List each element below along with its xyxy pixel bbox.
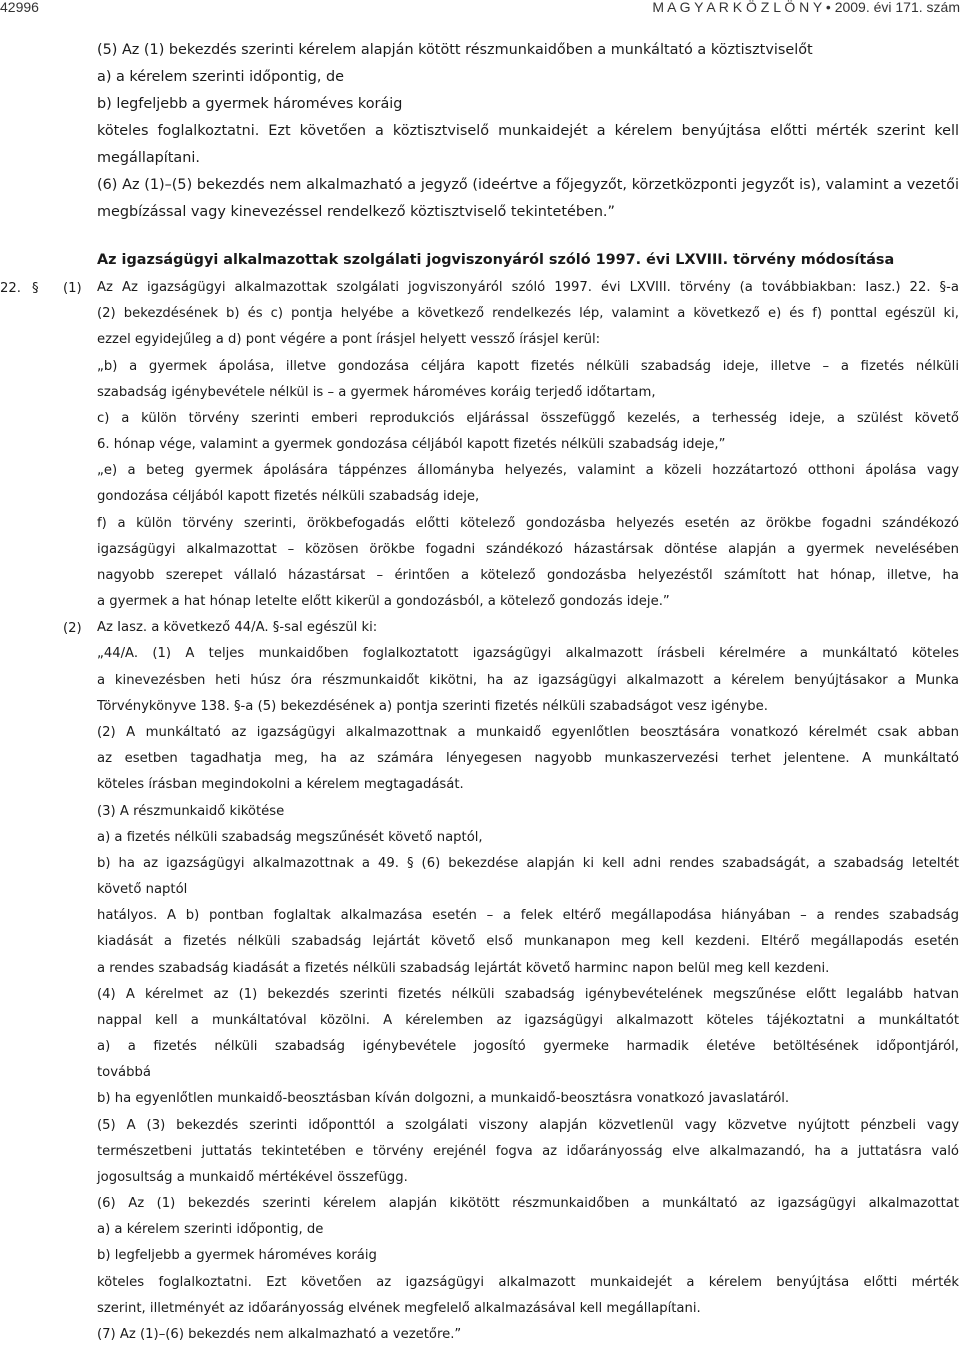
text-line: az esetben tagadhatja meg, ha az számára lényegesen nagyobb munkaszervezési terhet jelentene. A munkáltató	[97, 751, 959, 766]
text-line: szerint, illetményét az időarányosság elvének megfelelő alkalmazásával kell megállapítani.	[97, 1301, 701, 1316]
text-line: gondozása céljából kapott fizetés nélküli szabadság ideje,	[97, 489, 480, 504]
text-line: kiadását a fizetés nélküli szabadság lejártát követő első munkanapon meg kell kezdeni. Eltérő megállapodás esetén	[97, 934, 959, 949]
text-line: jogosultság a munkaidő mértékével összefügg.	[97, 1170, 408, 1185]
text-line: (5) A (3) bekezdés szerinti időponttól a szolgálati viszony alapján közvetlenül vagy közvetve nyújtott pénzbeli vagy	[97, 1118, 959, 1133]
text-line: hatályos. A b) pontban foglaltak alkalmazása esetén – a felek eltérő megállapodása hiányában – a rendes szabadság	[97, 908, 959, 923]
text-line: „44/A. (1) A teljes munkaidőben foglalkoztatott igazságügyi alkalmazott írásbeli kérelmére a munkáltató köteles	[97, 646, 959, 661]
text-line: a) a kérelem szerinti időpontig, de	[97, 1222, 324, 1237]
text-line: 6. hónap vége, valamint a gyermek gondozása céljából kapott fizetés nélküli szabadság ideje,”	[97, 437, 726, 452]
text-line: (2) bekezdésének b) és c) pontja helyébe a következő rendelkezés lép, valamint a következő e) és f) ponttal egészül ki,	[97, 306, 959, 321]
journal-masthead: M A G Y A R K Ö Z L Ö N Y • 2009. évi 171. szám	[652, 0, 960, 15]
text-line: b) ha az igazságügyi alkalmazottnak a 49. § (6) bekezdése alapján ki kell adni rendes szabadságát, a szabadság leteltét	[97, 856, 959, 871]
text-line: a) a kérelem szerinti időpontig, de	[97, 69, 345, 85]
text-line: (4) A kérelmet az (1) bekezdés szerinti fizetés nélküli szabadság igénybevételének megszűnése előtt legalább hatvan	[97, 987, 959, 1002]
text-line: szabadság igénybevétele nélkül is – a gyermek hároméves koráig terjedő időtartam,	[97, 385, 656, 400]
text-line: a kinevezésben heti húsz óra részmunkaidőt kikötni, ha az igazságügyi alkalmazott a kérelem benyújtásakor a Munka	[97, 673, 959, 688]
paragraph-label: (2)	[63, 621, 82, 636]
text-line: Az Az igazságügyi alkalmazottak szolgálati jogviszonyáról szóló 1997. évi LXVIII. törvény (a továbbiakban: Iasz.) 22. §-a	[97, 280, 959, 295]
text-line: a rendes szabadság kiadását a fizetés nélküli szabadság lejártát követő harminc napon belül meg kell kezdeni.	[97, 961, 830, 976]
text-line: a) a fizetés nélküli szabadság megszűnését követő naptól,	[97, 830, 483, 845]
text-line: megbízással vagy kinevezéssel rendelkező köztisztviselő tekintetében.”	[97, 204, 615, 220]
paragraph-label: (1)	[63, 281, 82, 296]
text-line: ezzel egyidejűleg a d) pont végére a pont írásjel helyett vessző írásjel kerül:	[97, 332, 601, 347]
section-symbol: §	[32, 281, 39, 296]
text-line: b) ha egyenlőtlen munkaidő-beosztásban kíván dolgozni, a munkaidő-beosztásra vonatkozó javaslatáról.	[97, 1091, 790, 1106]
text-line: a gyermek a hat hónap letelte előtt kikerül a gondozásból, a kötelező gondozás ideje.”	[97, 594, 670, 609]
text-line: Az Iasz. a következő 44/A. §-sal egészül ki:	[97, 620, 378, 635]
page-number: 42996	[0, 0, 39, 15]
text-line: b) legfeljebb a gyermek hároméves koráig	[97, 96, 403, 112]
text-line: nappal kell a munkáltatóval közölni. A kérelemben az igazságügyi alkalmazott köteles tájékoztatni a munkáltatót	[97, 1013, 959, 1028]
text-line: követő naptól	[97, 882, 188, 897]
text-line: „b) a gyermek ápolása, illetve gondozása céljára kapott fizetés nélküli szabadság ideje, illetve – a fizetés nélküli	[97, 359, 959, 374]
text-line: „e) a beteg gyermek ápolására táppénzes állományba helyezés, valamint a közeli hozzátartozó otthoni ápolása vagy	[97, 463, 959, 478]
text-line: f) a külön törvény szerinti, örökbefogadás előtti kötelező gondozásba helyezés esetén az örökbe fogadni szándékozó	[97, 516, 959, 531]
text-line: b) legfeljebb a gyermek hároméves koráig	[97, 1248, 377, 1263]
text-line: a) a fizetés nélküli szabadság igénybevétele jogosító gyermeke harmadik életéve betöltésének időpontjáról,	[97, 1039, 959, 1054]
text-line: nagyobb szerepet vállaló házastársat – érintően a kötelező gondozásba helyezéstől számított hat hónap, illetve, ha	[97, 568, 959, 583]
text-line: köteles foglalkoztatni. Ezt követően a köztisztviselő munkaidejét a kérelem benyújtása előtti mérték szerint kell	[97, 123, 959, 139]
text-line: (5) Az (1) bekezdés szerinti kérelem alapján kötött részmunkaidőben a munkáltató a köztisztviselőt	[97, 42, 813, 58]
text-line: (6) Az (1) bekezdés szerinti kérelem alapján kikötött részmunkaidőben a munkáltató az igazságügyi alkalmazottat	[97, 1196, 959, 1211]
page-header	[0, 0, 960, 16]
section-number: 22.	[0, 281, 21, 296]
text-line: továbbá	[97, 1065, 151, 1080]
text-line: (6) Az (1)–(5) bekezdés nem alkalmazható a jegyző (ideértve a főjegyzőt, körzetközponti jegyzőt is), valamint a vezetői	[97, 177, 959, 193]
text-line: megállapítani.	[97, 150, 200, 166]
text-line: köteles írásban megindokolni a kérelem megtagadását.	[97, 777, 464, 792]
text-line: köteles foglalkoztatni. Ezt követően az igazságügyi alkalmazott munkaidejét a kérelem benyújtása előtti mérték	[97, 1275, 959, 1290]
section-title: Az igazságügyi alkalmazottak szolgálati jogviszonyáról szóló 1997. évi LXVIII. törvény módosítása	[97, 252, 895, 268]
text-line: természetbeni juttatás tekintetében e törvény erejénél fogva az időarányosság elve alkalmazandó, ha a juttatásra való	[97, 1144, 959, 1159]
text-line: Törvénykönyve 138. §-a (5) bekezdésének a) pontja szerinti fizetés nélküli szabadságot vesz igénybe.	[97, 699, 768, 714]
text-line: (7) Az (1)–(6) bekezdés nem alkalmazható a vezetőre.”	[97, 1327, 462, 1342]
text-line: (3) A részmunkaidő kikötése	[97, 804, 285, 819]
text-line: igazságügyi alkalmazottat – közösen örökbe fogadni szándékozó házastársak döntése alapján a gyermek nevelésében	[97, 542, 959, 557]
text-line: (2) A munkáltató az igazságügyi alkalmazottnak a munkaidő egyenlőtlen beosztására vonatkozó kérelmét csak abban	[97, 725, 959, 740]
text-line: c) a külön törvény szerinti emberi reprodukciós eljárással összefüggő kezelés, a terhesség ideje, a szülést követő	[97, 411, 959, 426]
